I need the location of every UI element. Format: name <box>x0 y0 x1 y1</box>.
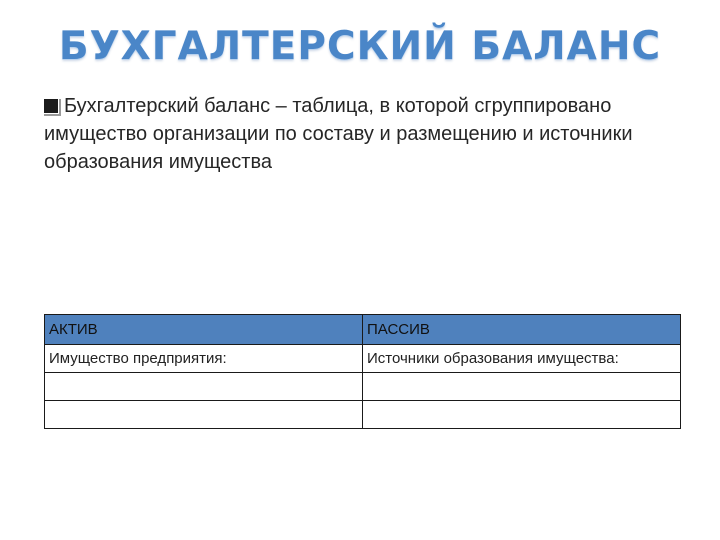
table-cell: Источники образования имущества: <box>363 345 681 373</box>
table-cell <box>363 373 681 401</box>
table-cell <box>45 373 363 401</box>
table-cell <box>363 401 681 429</box>
definition-term: Бухгалтерский баланс <box>64 95 271 117</box>
table-row <box>45 373 681 401</box>
table-row <box>45 401 681 429</box>
header-liabilities: ПАССИВ <box>363 315 681 345</box>
definition-paragraph <box>44 92 694 176</box>
balance-table <box>44 314 681 429</box>
table-header-row <box>45 315 681 345</box>
square-bullet-icon <box>44 99 58 113</box>
table-row <box>45 345 681 373</box>
definition-text: – таблица, в которой сгруппировано имущество организации по составу и размещению и источники образования имущества <box>44 95 633 173</box>
header-assets: АКТИВ <box>45 315 363 345</box>
table-cell: Имущество предприятия: <box>45 345 363 373</box>
slide-title: БУХГАЛТЕРСКИЙ БАЛАНС <box>58 24 662 69</box>
table-cell <box>45 401 363 429</box>
